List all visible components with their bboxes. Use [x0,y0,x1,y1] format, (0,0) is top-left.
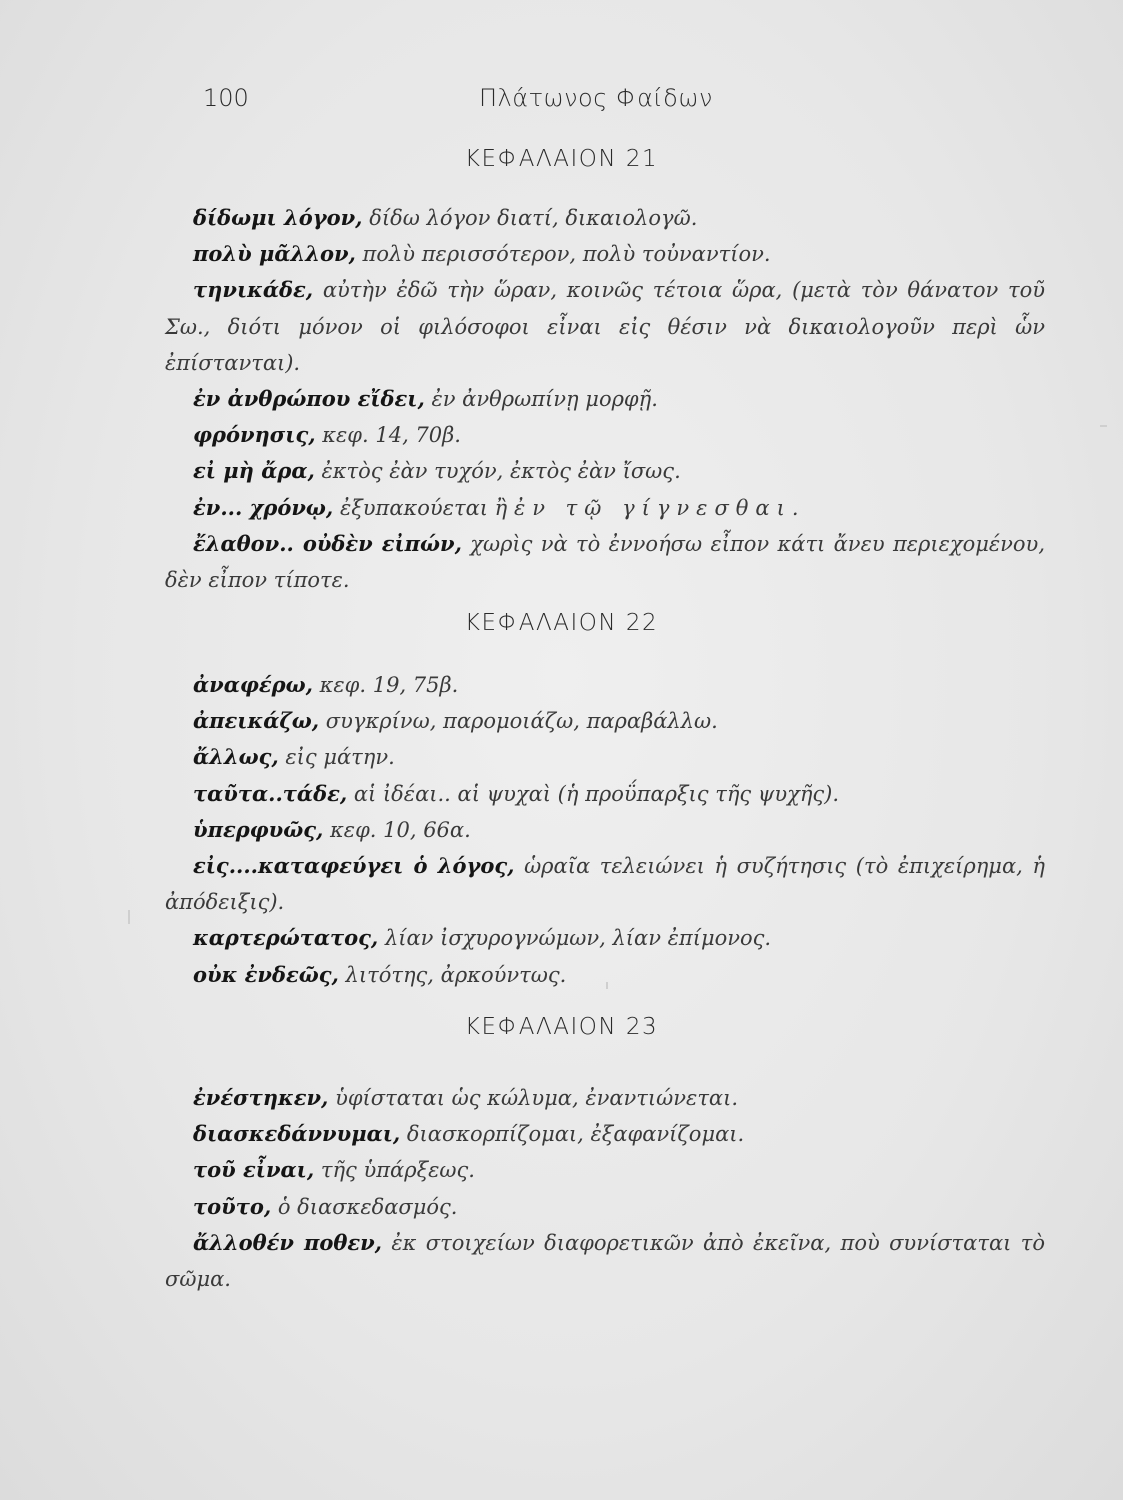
entry-term: ὑπερφυῶς, [193,816,324,842]
entry-term: διασκεδάννυμαι, [193,1121,401,1147]
entry-gloss: διασκορπίζομαι, ἐξαφανίζομαι. [406,1122,745,1147]
glossary-entry [165,526,1045,598]
entry-gloss: εἰς μάτην. [285,745,395,770]
entry-term: πολὺ μᾶλλον, [193,241,356,267]
chapter-heading-22: ΚΕΦΑΛΑΙΟΝ 22 [464,610,659,636]
glossary-entry [165,848,1045,920]
entry-gloss: ἐξυπακούεται ἢ [339,495,508,520]
glossary-entry [165,1152,1045,1188]
glossary-entry [165,920,1045,956]
glossary-entry [165,1189,1045,1225]
entry-gloss: κεφ. 14, 70β. [322,423,461,448]
entry-term: ἀπεικάζω, [193,708,320,734]
entry-gloss: κεφ. 10, 66α. [330,817,471,842]
entry-term: ἄλλοθέν ποθεν, [193,1229,382,1255]
page-header [203,84,733,120]
entry-term: ἄλλως, [193,744,279,770]
entry-gloss: ὁ διασκεδασμός. [277,1194,458,1219]
entry-term: ἐν ἀνθρώπου εἴδει, [193,386,425,412]
entry-gloss: ἐκτὸς ἐὰν τυχόν, ἐκτὸς ἐὰν ἴσως. [321,459,681,484]
glossary-entry [165,490,1045,526]
chapter-23-glossary [165,1080,1045,1297]
page-number: 100 [203,84,249,112]
entry-gloss: λίαν ἰσχυρογνώμων, λίαν ἐπίμονος. [384,926,772,951]
glossary-entry [165,236,1045,272]
entry-term: δίδωμι λόγον, [193,205,363,230]
glossary-entry [165,703,1045,739]
entry-gloss: ὡραῖα τελειώνει ἡ συζήτησις (τὸ ἐπιχείρημα, ἡ ἀπόδειξις). [165,854,1045,915]
entry-term: φρόνησις, [193,422,316,448]
entry-gloss: λιτότης, ἀρκούντως. [345,962,567,987]
glossary-entry [165,1225,1045,1297]
glossary-entry [165,1116,1045,1152]
entry-gloss: τῆς ὑπάρξεως. [320,1158,475,1183]
glossary-entry [165,739,1045,775]
entry-gloss: συγκρίνω, παρομοιάζω, παραβάλλω. [325,709,718,734]
entry-term: καρτερώτατος, [193,925,379,951]
entry-term: ἔλαθον.. οὐδὲν εἰπών, [193,530,462,556]
entry-gloss-spaced: ἐν τῷ γίγνεσθαι. [513,495,806,520]
chapter-21-glossary [165,200,1045,598]
entry-gloss: αἱ ἰδέαι.. αἱ ψυχαὶ (ἡ προΰπαρξις τῆς ψυχῆς). [353,781,840,806]
glossary-entry [165,381,1045,417]
chapter-heading-21: ΚΕΦΑΛΑΙΟΝ 21 [464,146,659,172]
entry-term: εἰς....καταφεύγει ὁ λόγος, [193,853,515,879]
entry-gloss: ἐν ἀνθρωπίνῃ μορφῇ. [431,387,658,412]
entry-term: τοῦτο, [193,1193,272,1219]
glossary-entry [165,453,1045,489]
glossary-entry [165,272,1045,381]
glossary-entry [165,957,1045,993]
entry-gloss: κεφ. 19, 75β. [319,673,459,697]
entry-term: ταῦτα..τάδε, [193,780,348,806]
glossary-entry [165,667,1045,703]
glossary-entry [165,200,1045,236]
entry-term: τοῦ εἶναι, [193,1157,315,1183]
entry-gloss: αὐτὴν ἐδῶ τὴν ὥραν, κοινῶς τέτοια ὥρα, (μετὰ τὸν θάνατον τοῦ Σω., διότι μόνον οἱ φιλόσοφοι εἶναι εἰς θέσιν νὰ δικαιολογοῦν περὶ ὧν ἐπίστανται). [165,278,1045,375]
glossary-entry [165,417,1045,453]
chapter-heading-23: ΚΕΦΑΛΑΙΟΝ 23 [464,1014,659,1040]
entry-term: εἰ μὴ ἄρα, [193,458,315,484]
entry-term: ἐνέστηκεν, [193,1085,329,1110]
glossary-entry [165,812,1045,848]
entry-term: τηνικάδε, [193,277,314,303]
paper-speck [1100,425,1107,427]
chapter-22-glossary [165,667,1045,993]
entry-gloss: χωρὶς νὰ τὸ ἐννοήσω εἶπον κάτι ἄνευ περιεχομένου, δὲν εἶπον τίποτε. [165,531,1045,593]
paper-speck [606,982,608,989]
glossary-entry [165,1080,1045,1116]
entry-term: ἐν... χρόνῳ, [193,494,334,520]
entry-gloss: ὑφίσταται ὡς κώλυμα, ἐναντιώνεται. [335,1086,739,1110]
entry-term: οὐκ ἐνδεῶς, [193,961,339,987]
entry-term: ἀναφέρω, [193,672,313,697]
entry-gloss: πολὺ περισσότερον, πολὺ τοὐναντίον. [362,242,771,267]
paper-speck [128,910,130,924]
entry-gloss: δίδω λόγον διατί, δικαιολογῶ. [369,206,698,230]
glossary-entry [165,776,1045,812]
entry-gloss: ἐκ στοιχείων διαφορετικῶν ἀπὸ ἐκεῖνα, ποὺ συνίσταται τὸ σῶμα. [165,1230,1045,1292]
running-title: Πλάτωνος Φαίδων [479,84,713,112]
